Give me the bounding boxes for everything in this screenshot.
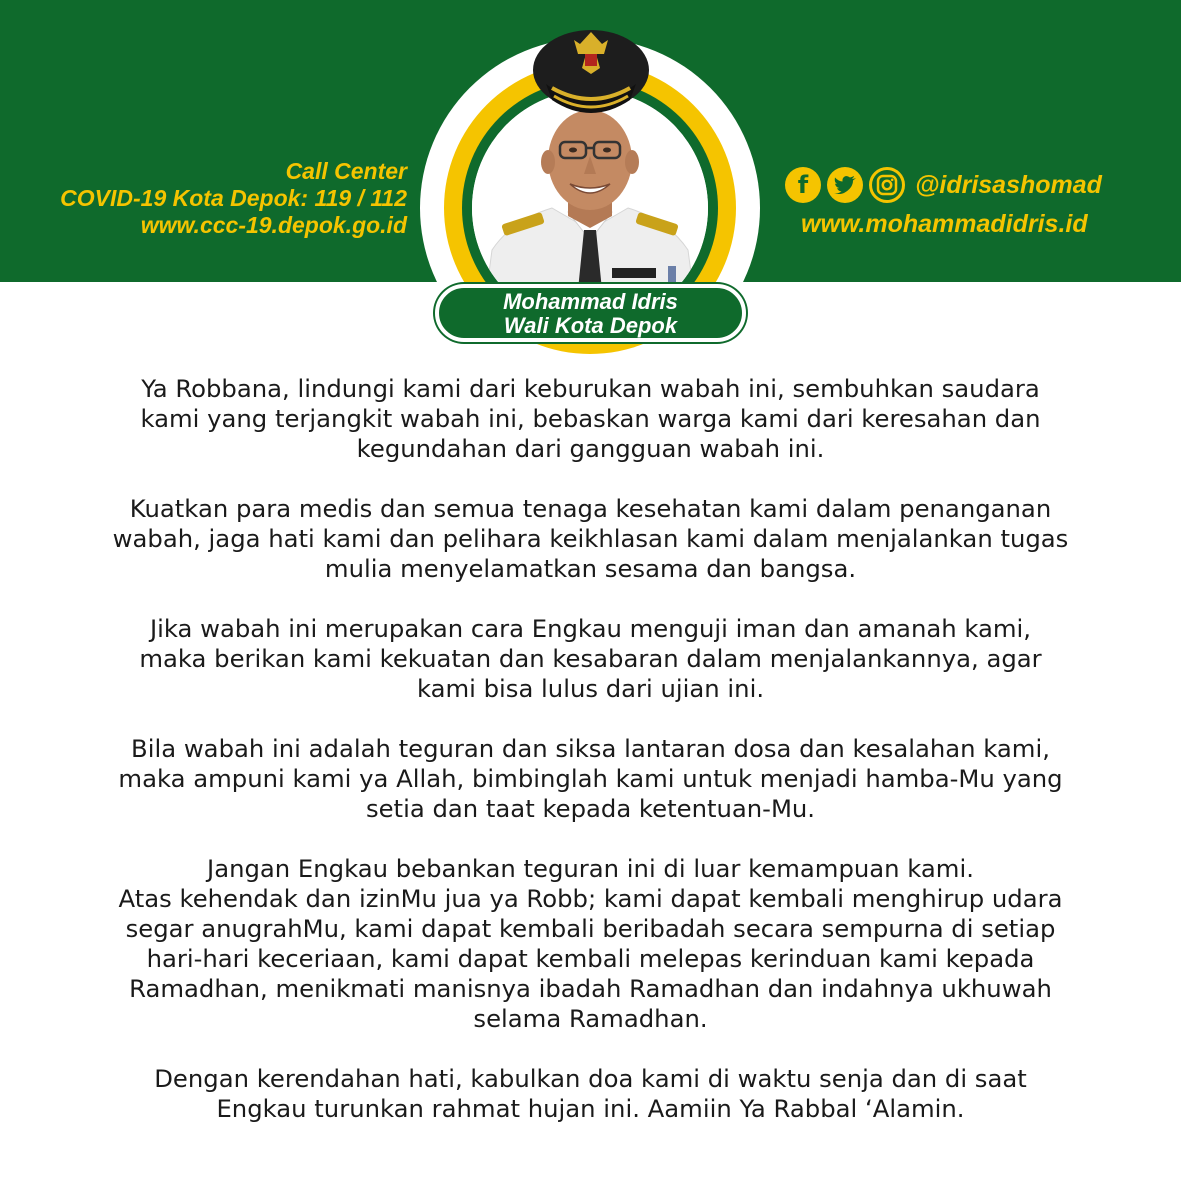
paragraph (20, 854, 1161, 1034)
paragraph (20, 374, 1161, 464)
text-line: kegundahan dari gangguan wabah ini. (356, 434, 825, 463)
text-line: maka berikan kami kekuatan dan kesabaran dalam menjalankannya, agar (139, 644, 1042, 673)
text-line: segar anugrahMu, kami dapat kembali beribadah secara sempurna di setiap (125, 914, 1056, 943)
officer-cap (530, 14, 652, 126)
text-line: Engkau turunkan rahmat hujan ini. Aamiin Ya Rabbal ‘Alamin. (216, 1094, 965, 1123)
twitter-icon[interactable] (827, 167, 863, 203)
text-line: mulia menyelamatkan sesama dan bangsa. (324, 554, 857, 583)
social-handle[interactable]: @idrisashomad (915, 170, 1102, 199)
text-line: Ramadhan, menikmati manisnya ibadah Ramadhan dan indahnya ukhuwah (129, 974, 1052, 1003)
social-info (785, 166, 1165, 239)
paragraph (20, 1064, 1161, 1124)
text-line: kami yang terjangkit wabah ini, bebaskan warga kami dari keresahan dan (140, 404, 1041, 433)
text-line: selama Ramadhan. (473, 1004, 708, 1033)
badge-title: Wali Kota Depok (503, 313, 678, 338)
paragraph (20, 614, 1161, 704)
prayer-text (20, 374, 1161, 1154)
text-line: setia dan taat kepada ketentuan-Mu. (365, 794, 816, 823)
badge-name: Mohammad Idris (503, 289, 678, 314)
text-line: wabah, jaga hati kami dan pelihara keikhlasan kami dalam menjalankan tugas (112, 524, 1069, 553)
facebook-icon[interactable]: f (785, 167, 821, 203)
call-center-info (0, 158, 407, 239)
text-line: Atas kehendak dan izinMu jua ya Robb; kami dapat kembali menghirup udara (118, 884, 1063, 913)
instagram-icon[interactable] (869, 167, 905, 203)
call-center-website[interactable]: www.ccc-19.depok.go.id (140, 212, 407, 238)
social-row (785, 166, 1165, 204)
paragraph (20, 494, 1161, 584)
paragraph (20, 734, 1161, 824)
name-badge (435, 284, 746, 342)
text-line: maka ampuni kami ya Allah, bimbinglah kami untuk menjadi hamba-Mu yang (118, 764, 1063, 793)
text-line: Jangan Engkau bebankan teguran ini di luar kemampuan kami. (207, 854, 974, 883)
text-line: Bila wabah ini adalah teguran dan siksa lantaran dosa dan kesalahan kami, (131, 734, 1050, 763)
text-line: Ya Robbana, lindungi kami dari keburukan wabah ini, sembuhkan saudara (141, 374, 1040, 403)
text-line: Kuatkan para medis dan semua tenaga kesehatan kami dalam penanganan (129, 494, 1052, 523)
text-line: kami bisa lulus dari ujian ini. (416, 674, 765, 703)
text-line: Jika wabah ini merupakan cara Engkau menguji iman dan amanah kami, (149, 614, 1032, 643)
call-center-label: Call Center (285, 158, 407, 184)
covid-hotline: COVID-19 Kota Depok: 119 / 112 (60, 185, 407, 211)
text-line: hari-hari keceriaan, kami dapat kembali melepas kerinduan kami kepada (146, 944, 1035, 973)
text-line: Dengan kerendahan hati, kabulkan doa kami di waktu senja dan di saat (154, 1064, 1027, 1093)
personal-website[interactable]: www.mohammadidris.id (801, 210, 1088, 238)
